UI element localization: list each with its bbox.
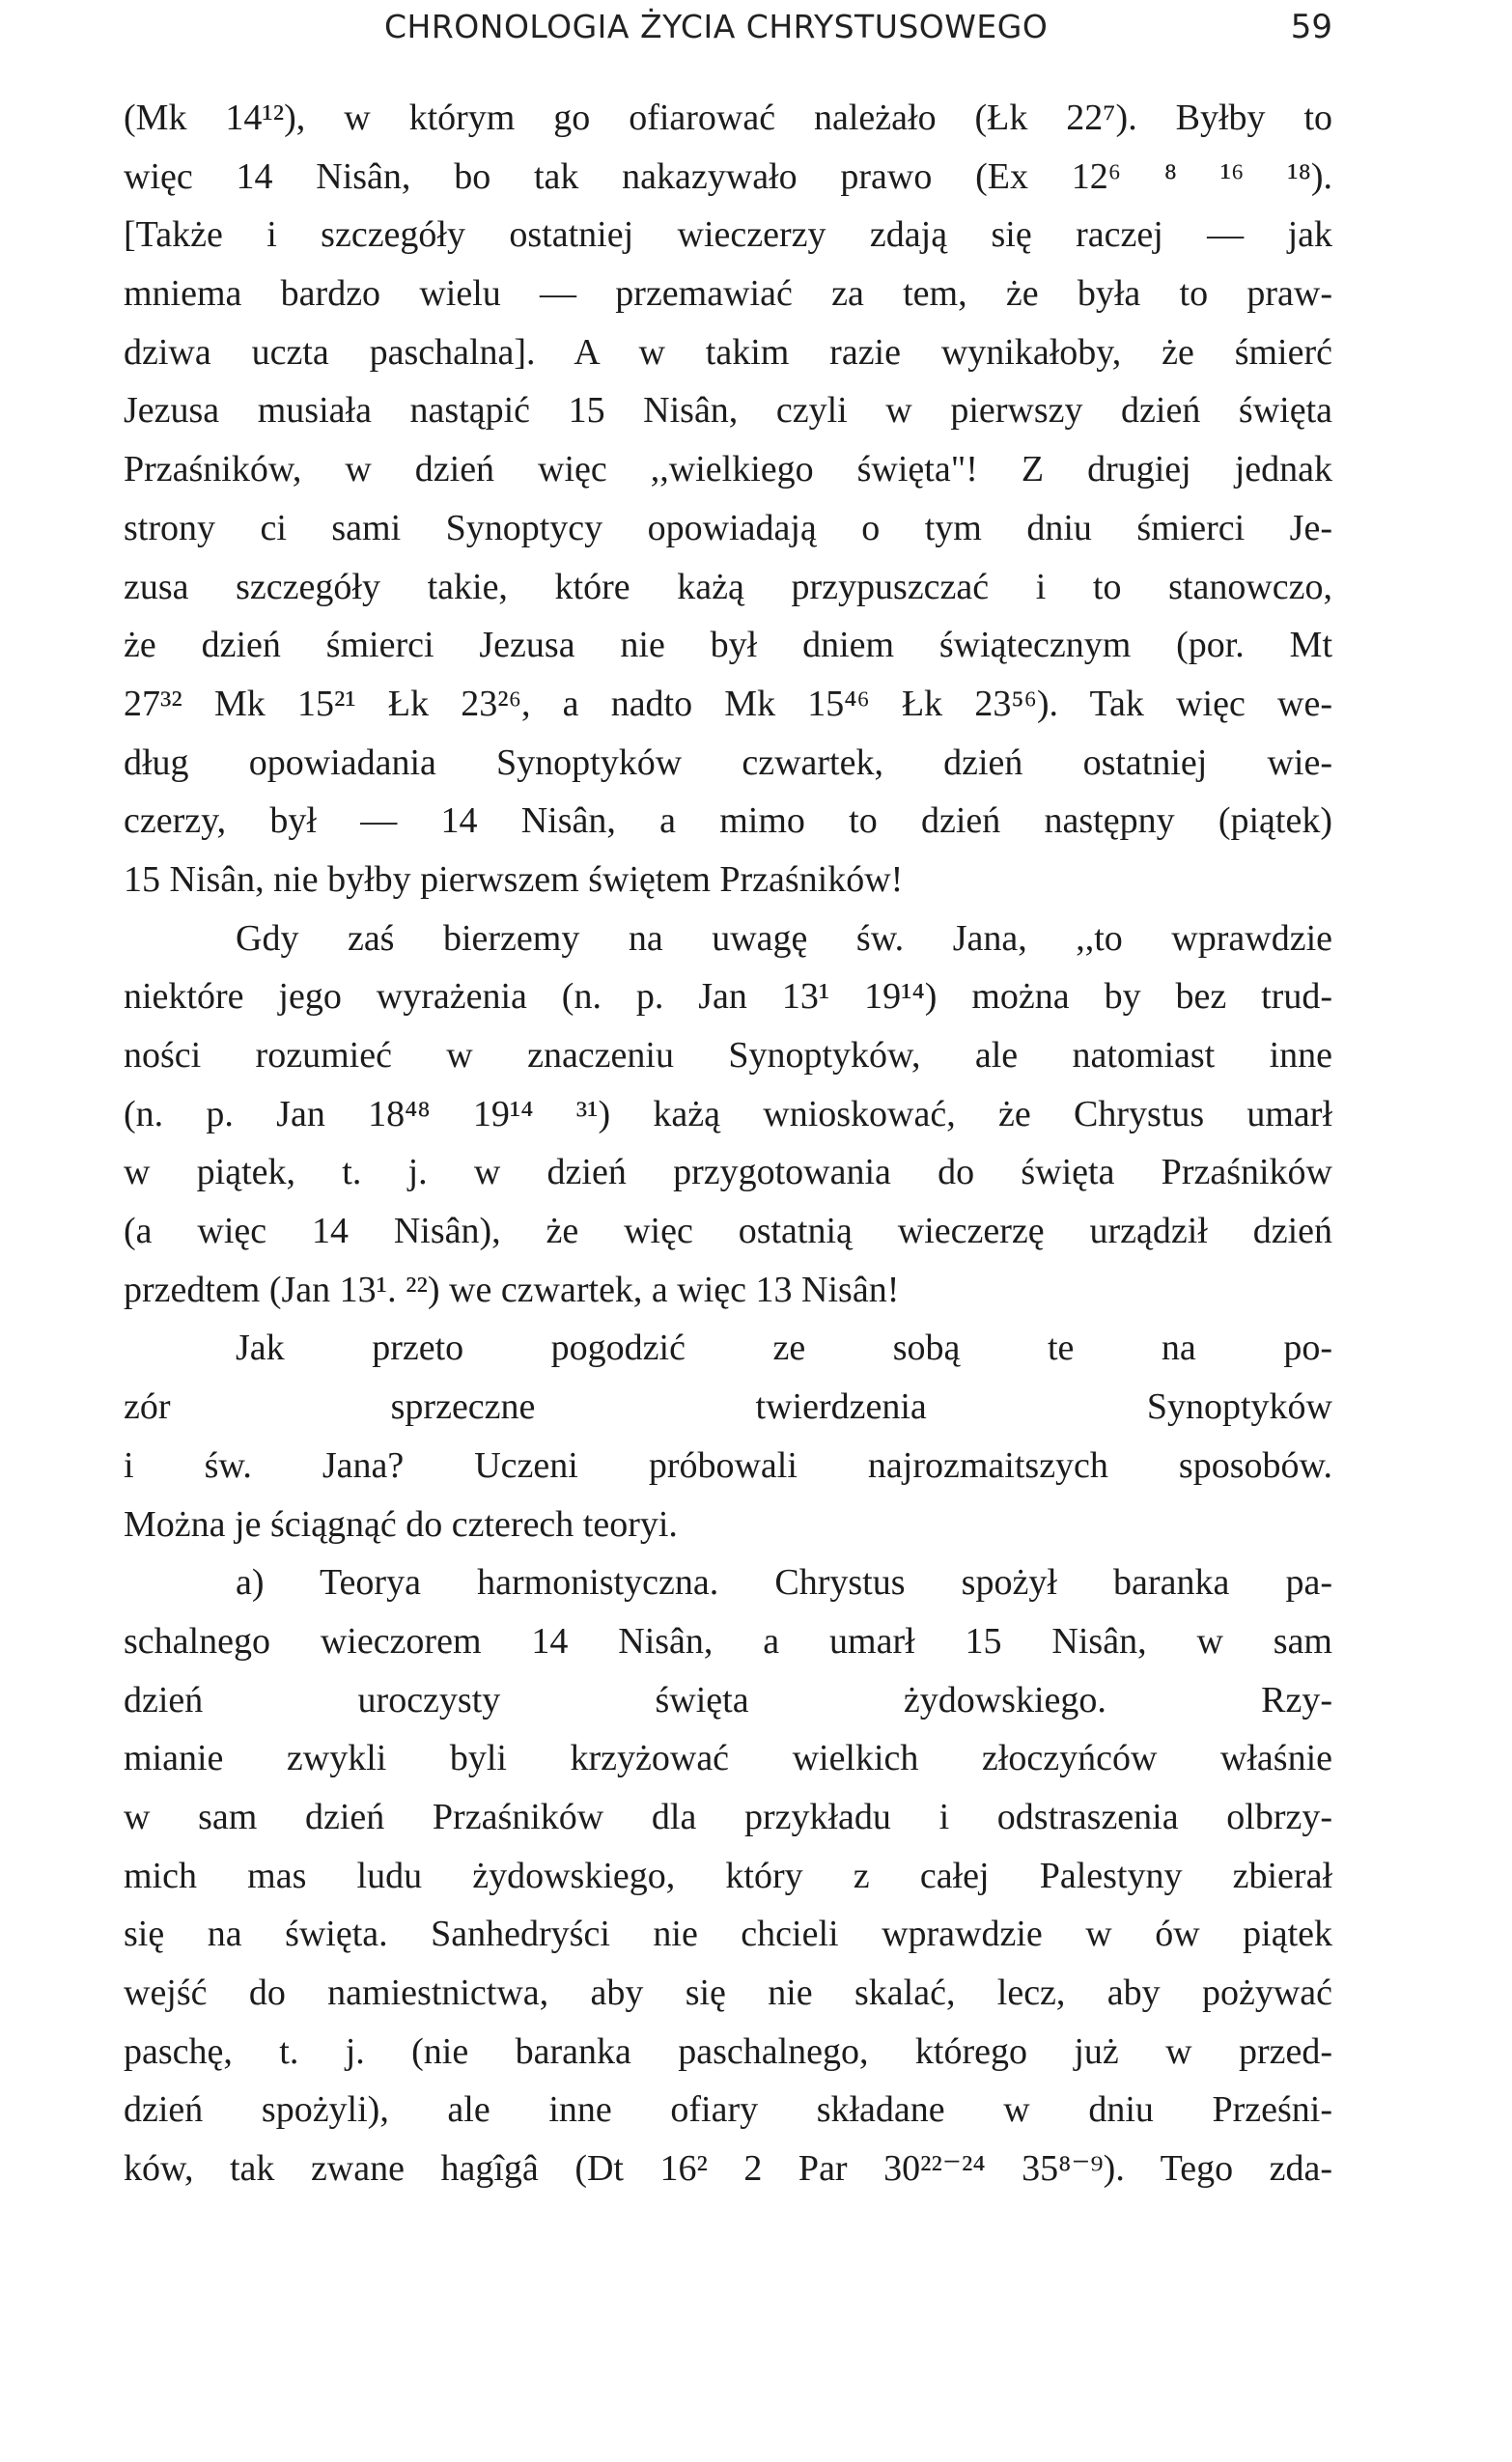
- text-line: zusa szczegóły takie, które każą przypuszczać i to stanowczo,: [124, 566, 1332, 607]
- text-line: 27³² Mk 15²¹ Łk 23²⁶, a nadto Mk 15⁴⁶ Łk 23⁵⁶). Tak więc we-: [124, 683, 1332, 724]
- text-line: dług opowiadania Synoptyków czwartek, dzień ostatniej wie-: [124, 741, 1332, 783]
- text-line: czerzy, był — 14 Nisân, a mimo to dzień następny (piątek): [124, 800, 1332, 842]
- text-line: schalnego wieczorem 14 Nisân, a umarł 15 Nisân, w sam: [124, 1620, 1332, 1662]
- text-line: a) Teorya harmonistyczna. Chrystus spożył baranka pa-: [236, 1562, 1332, 1604]
- text-line: że dzień śmierci Jezusa nie był dniem świątecznym (por. Mt: [124, 625, 1332, 666]
- text-line: przedtem (Jan 13¹. ²²) we czwartek, a więc 13 Nisân!: [124, 1269, 900, 1310]
- text-line: paschę, t. j. (nie baranka paschalnego, którego już w przed-: [124, 2030, 1332, 2072]
- text-line: ków, tak zwane hagîgâ (Dt 16² 2 Par 30²²⁻²⁴ 35⁸⁻⁹). Tego zda-: [124, 2148, 1332, 2190]
- text-line: w piątek, t. j. w dzień przygotowania do święta Przaśników: [124, 1152, 1332, 1193]
- text-line: zór sprzeczne twierdzenia Synoptyków: [124, 1386, 1332, 1428]
- text-line: Gdy zaś bierzemy na uwagę św. Jana, ,,to wprawdzie: [236, 917, 1332, 959]
- page-number: 59: [1290, 8, 1332, 46]
- text-line: mianie zwykli byli krzyżować wielkich złoczyńców właśnie: [124, 1738, 1332, 1779]
- text-line: wejść do namiestnictwa, aby się nie skalać, lecz, aby pożywać: [124, 1972, 1332, 2013]
- text-line: 15 Nisân, nie byłby pierwszem świętem Przaśników!: [124, 858, 904, 900]
- page-header: [124, 8, 1332, 50]
- text-line: dzień spożyli), ale inne ofiary składane w dniu Prześni-: [124, 2089, 1332, 2131]
- running-title: CHRONOLOGIA ŻYCIA CHRYSTUSOWEGO: [384, 8, 1049, 45]
- text-line: się na święta. Sanhedryści nie chcieli wprawdzie w ów piątek: [124, 1914, 1332, 1955]
- text-line: mich mas ludu żydowskiego, który z całej Palestyny zbierał: [124, 1855, 1332, 1896]
- text-line: dzień uroczysty święta żydowskiego. Rzy-: [124, 1679, 1332, 1721]
- text-line: dziwa uczta paschalna]. A w takim razie wynikałoby, że śmierć: [124, 331, 1332, 373]
- text-line: (Mk 14¹²), w którym go ofiarować należało (Łk 22⁷). Byłby to: [124, 98, 1332, 138]
- text-line: (n. p. Jan 18⁴⁸ 19¹⁴ ³¹) każą wnioskować, że Chrystus umarł: [124, 1093, 1332, 1134]
- text-line: Przaśników, w dzień więc ,,wielkiego święta"! Z drugiej jednak: [124, 449, 1332, 490]
- text-line: niektóre jego wyrażenia (n. p. Jan 13¹ 19¹⁴) można by bez trud-: [124, 976, 1332, 1018]
- text-line: strony ci sami Synoptycy opowiadają o tym dniu śmierci Je-: [124, 507, 1332, 548]
- text-line: [Także i szczegóły ostatniej wieczerzy zdają się raczej — jak: [124, 214, 1332, 256]
- text-line: i św. Jana? Uczeni próbowali najrozmaitszych sposobów.: [124, 1444, 1332, 1486]
- body-text: [124, 89, 1332, 2198]
- text-line: w sam dzień Przaśników dla przykładu i odstraszenia olbrzy-: [124, 1796, 1332, 1837]
- text-line: więc 14 Nisân, bo tak nakazywało prawo (Ex 12⁶ ⁸ ¹⁶ ¹⁸).: [124, 155, 1332, 197]
- text-line: (a więc 14 Nisân), że więc ostatnią wieczerzę urządził dzień: [124, 1211, 1332, 1252]
- text-line: ności rozumieć w znaczeniu Synoptyków, ale natomiast inne: [124, 1035, 1332, 1076]
- text-line: Jezusa musiała nastąpić 15 Nisân, czyli w pierwszy dzień święta: [124, 390, 1332, 432]
- text-line: Jak przeto pogodzić ze sobą te na po-: [236, 1328, 1332, 1369]
- text-line: mniema bardzo wielu — przemawiać za tem, że była to praw-: [124, 273, 1332, 315]
- text-line: Można je ściągnąć do czterech teoryi.: [124, 1503, 678, 1545]
